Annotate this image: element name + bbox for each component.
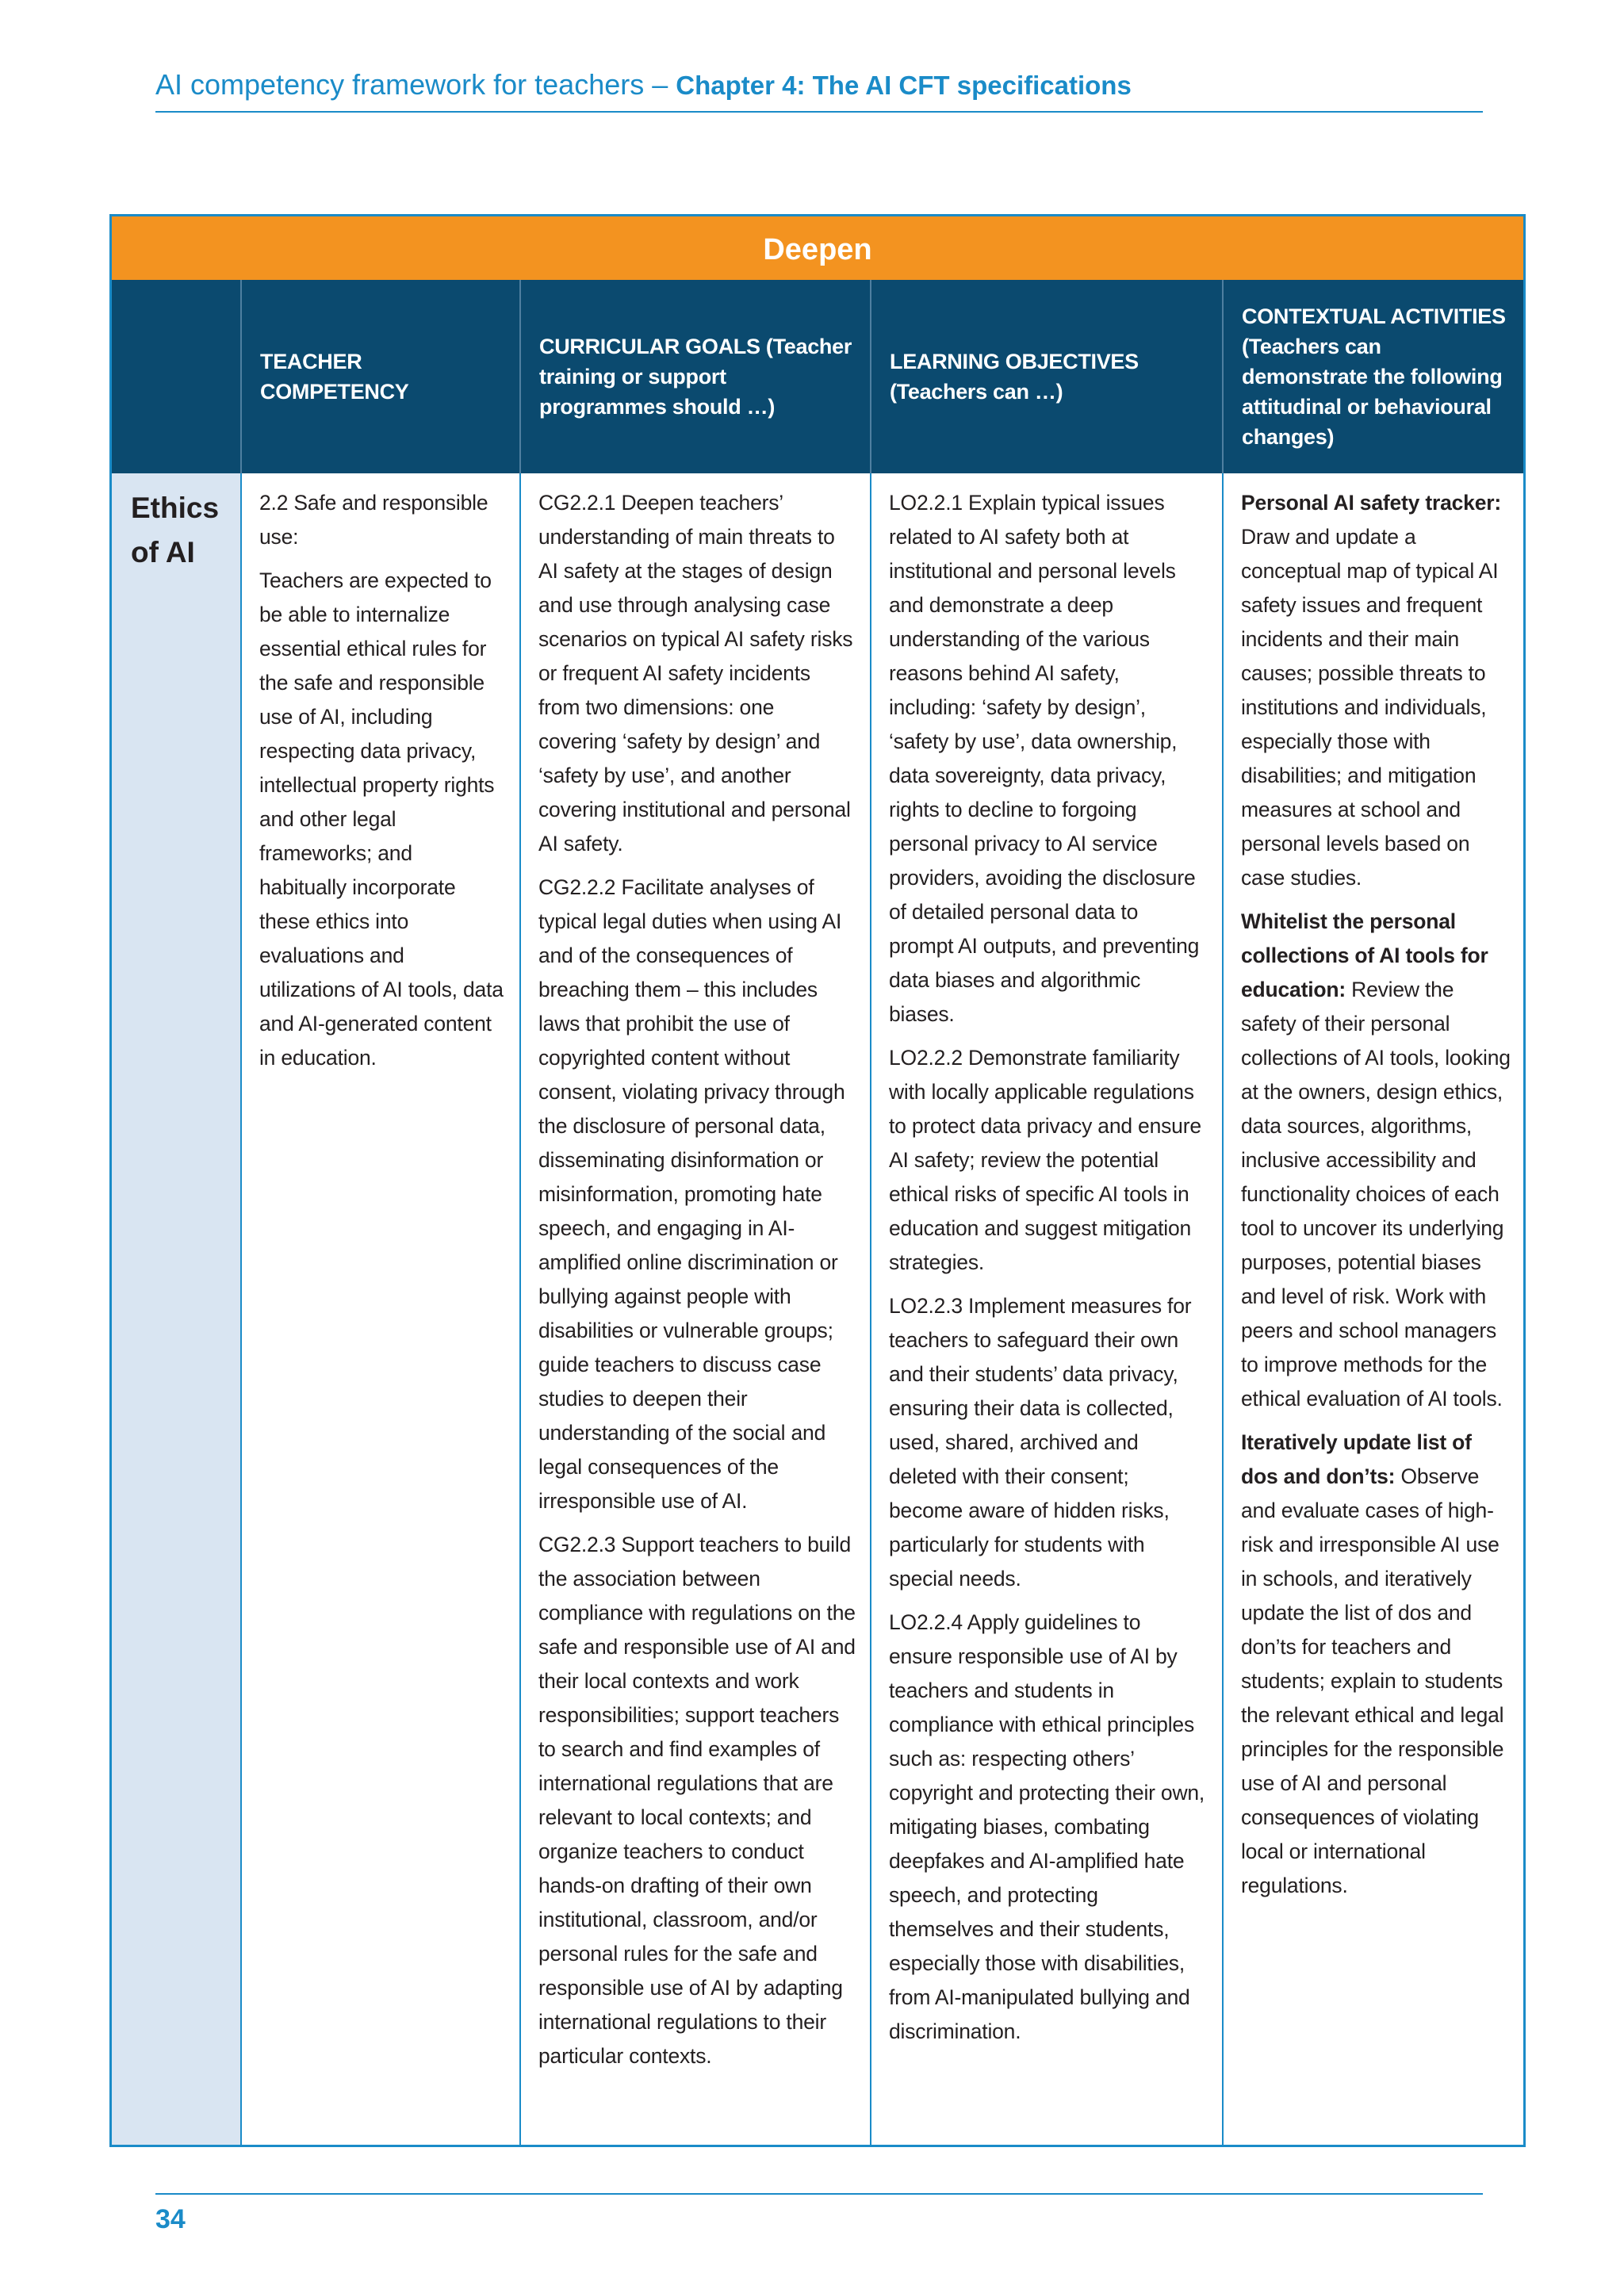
learning-objective: LO2.2.4 Apply guidelines to ensure responsible use of AI by teachers and students in compliance with ethical principles such as: respecting others’ copyright and protecting their own, mitigating biases, combating deepfakes and AI-amplified hate speech, and protecting themselves and their students, especially those with disabilities, from AI-manipulated bullying and discrimination. xyxy=(889,1610,1205,2043)
activity-title: Iteratively update list of dos and don’ts: xyxy=(1241,1430,1472,1488)
learning-objective: LO2.2.3 Implement measures for teachers to safeguard their own and their students’ data privacy, ensuring their data is collected, used, shared, archived and deleted with their consent; become aware of hidden risks, particularly for students with special needs. xyxy=(889,1294,1192,1591)
activity-text: Review the safety of their personal collections of AI tools, looking at the owners, design ethics, data sources, algorithms, inclusive accessibility and functionality choices of each tool to uncover its underlying purposes, potential biases and level of risk. Work with peers and school managers to improve methods for the ethical evaluation of AI tools. xyxy=(1241,978,1511,1411)
teacher-competency-header: TEACHER COMPETENCY xyxy=(260,350,409,404)
header-rule xyxy=(155,111,1483,113)
contextual-activities-cell xyxy=(1241,486,1511,1912)
activity xyxy=(1241,486,1511,895)
competency-table xyxy=(109,214,1526,2147)
activity xyxy=(1241,1426,1511,1903)
aspect-title: Ethics of AI xyxy=(131,492,220,568)
column-divider xyxy=(519,280,521,473)
learning-objective: LO2.2.1 Explain typical issues related to AI safety both at institutional and personal levels and demonstrate a deep understanding of the various reasons behind AI safety, including: ‘safety by design’, ‘safety by use’, data ownership, data sovereignty, data privacy, rights to decline to forgoing personal privacy to AI service providers, avoiding the disclosure of detailed personal data to prompt AI outputs, and preventing data biases and algorithmic biases. xyxy=(889,491,1200,1026)
header-separator: – xyxy=(644,68,676,101)
activity-title: Personal AI safety tracker: xyxy=(1241,491,1501,515)
column-divider xyxy=(519,473,521,2145)
column-divider xyxy=(870,280,871,473)
curricular-goals-header: CURRICULAR GOALS (Teacher training or support programmes should …) xyxy=(539,335,852,419)
page-number: 34 xyxy=(155,2204,186,2234)
learning-objective: LO2.2.2 Demonstrate familiarity with locally applicable regulations to protect data privacy and ensure AI safety; review the potential ethical risks of specific AI tools in education and suggest mitigation strategies. xyxy=(889,1046,1201,1274)
teacher-competency-cell xyxy=(259,486,504,1085)
competency-title: 2.2 Safe and responsible use: xyxy=(259,491,488,549)
column-divider xyxy=(1222,473,1224,2145)
curricular-goal: CG2.2.1 Deepen teachers’ understanding of main threats to AI safety at the stages of design and use through analysing case scenarios on typical AI safety risks or frequent AI safety incidents from two dimensions: one covering ‘safety by design’ and ‘safety by use’, and another covering institutional and personal AI safety. xyxy=(538,491,853,856)
curricular-goal: CG2.2.2 Facilitate analyses of typical legal duties when using AI and of the consequences of breaching them – this includes laws that prohibit the use of copyrighted content without consent, violating privacy through the disclosure of personal data, disseminating disinformation or misinformation, promoting hate speech, and engaging in AI-amplified online discrimination or bullying against people with disabilities or vulnerable groups; guide teachers to discuss case studies to deepen their understanding of the social and legal consequences of the irresponsible use of AI. xyxy=(538,875,845,1513)
column-divider xyxy=(1222,280,1224,473)
column-divider xyxy=(870,473,871,2145)
column-divider xyxy=(240,473,242,2145)
activity-title: Whitelist the personal collections of AI tools for education: xyxy=(1241,909,1488,1001)
activity-text: Draw and update a conceptual map of typical AI safety issues and frequent incidents and their main causes; possible threats to institutions and individuals, especially those with disabilities; and mitigation measures at school and personal levels based on case studies. xyxy=(1241,525,1499,890)
contextual-activities-header: CONTEXTUAL ACTIVITIES (Teachers can demonstrate the following attitudinal or behavioural changes) xyxy=(1242,304,1506,449)
document-title: AI competency framework for teachers xyxy=(155,68,645,101)
column-divider xyxy=(240,280,242,473)
curricular-goal: CG2.2.3 Support teachers to build the association between compliance with regulations on the safe and responsible use of AI and their local contexts and work responsibilities; support teachers to search and find examples of international regulations that are relevant to local contexts; and organize teachers to conduct hands-on drafting of their own institutional, classroom, and/or personal rules for the safe and responsible use of AI by adapting international regulations to their particular contexts. xyxy=(538,1533,856,2068)
aspect-header-cell xyxy=(112,280,241,473)
learning-objectives-header: LEARNING OBJECTIVES (Teachers can …) xyxy=(890,350,1139,404)
footer-rule xyxy=(155,2193,1483,2195)
activity-text: Observe and evaluate cases of high-risk and irresponsible AI use in schools, and iteratively update the list of dos and don’ts for teachers and students; explain to students the relevant ethical and legal principles for the responsible use of AI and personal consequences of violating local or international regulations. xyxy=(1241,1464,1504,1897)
aspect-cell xyxy=(112,473,241,2145)
column-header-row xyxy=(112,280,1523,473)
level-band: Deepen xyxy=(112,216,1523,280)
chapter-title: Chapter 4: The AI CFT specifications xyxy=(676,71,1132,100)
curricular-goals-cell xyxy=(538,486,856,2083)
learning-objectives-cell xyxy=(889,486,1208,2058)
activity xyxy=(1241,905,1511,1416)
running-header xyxy=(155,68,1483,101)
competency-text: Teachers are expected to be able to internalize essential ethical rules for the safe and responsible use of AI, including respecting data privacy, intellectual property rights and other legal frameworks; and habitually incorporate these ethics into evaluations and utilizations of AI tools, data and AI-generated content in education. xyxy=(259,568,504,1070)
